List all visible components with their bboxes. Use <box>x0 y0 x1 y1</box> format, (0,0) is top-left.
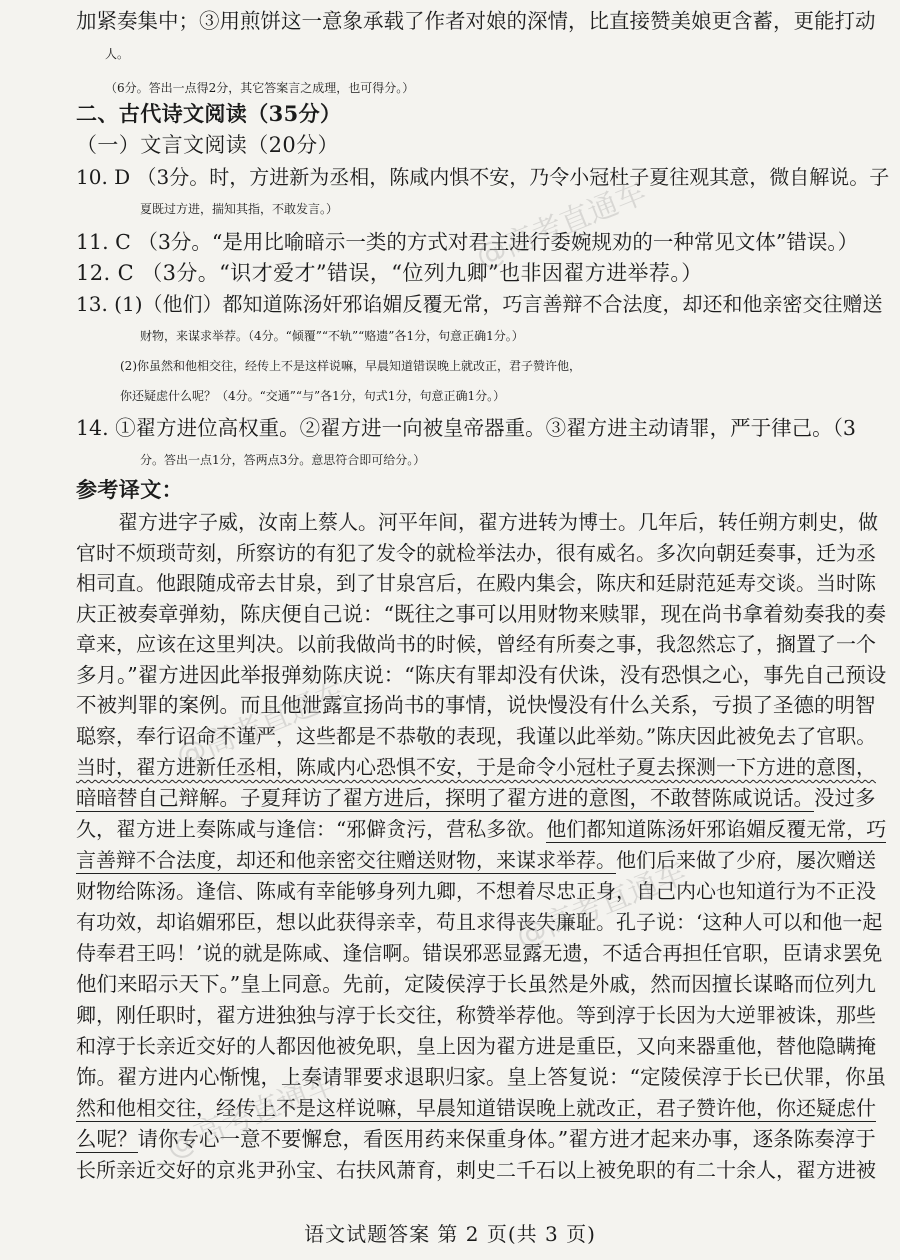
translation-line: 有功效，却谄媚邪臣，想以此获得亲幸，苟且求得丧失廉耻。孔子说：‘这种人可以和他一起 <box>76 910 883 934</box>
page-footer: 语文试题答案 第 2 页(共 3 页) <box>304 1222 596 1246</box>
answer-line: 加紧奏集中；③用煎饼这一意象承载了作者对娘的深情，比直接赞美娘更含蓄，更能打动 <box>76 9 876 33</box>
translation-line: 久，翟方进上奏陈咸与逢信：“邪僻贪污，营私多欲。他们都知道陈汤奸邪谄媚反覆无常，巧 <box>76 817 887 841</box>
question-14-answer: 14. ①翟方进位高权重。②翟方进一向被皇帝器重。③翟方进主动请罪，严于律己。（3 <box>76 416 856 440</box>
translation-line: 多月。”翟方进因此举报弹劾陈庆说：“陈庆有罪却没有伏诛，没有恐惧之心，事先自己预设 <box>76 663 887 687</box>
translation-line: 言善辩不合法度，却还和他亲密交往赠送财物，来谋求举荐。他们后来做了少府，屡次赠送 <box>76 848 876 872</box>
translation-line: 他们来昭示天下。”皇上同意。先前，定陵侯淳于长虽然是外戚，然而因擅长谋略而位列九 <box>76 972 876 996</box>
translation-line: 财物给陈汤。逢信、陈咸有幸能够身列九卿，不想着尽忠正身，自己内心也知道行为不正没 <box>76 879 876 903</box>
wavy-underlined-text: 当时，翟方进新任丞相，陈咸内心恐惧不安，于是命令小冠杜子夏去探测一下方进的意图， <box>76 755 876 779</box>
watermark: @高考直通车 <box>171 675 352 776</box>
subsection-heading: （一）文言文阅读（20分） <box>76 133 339 157</box>
translation-line: 章来，应该在这里判决。以前我做尚书的时候，曾经有所奏之事，我忽然忘了，搁置了一个 <box>76 632 876 656</box>
underlined-text: 然和他相交往，经传上不是这样说嘛，早晨知道错误晚上就改正，君子赞许他，你还疑虑什 <box>76 1096 876 1120</box>
translation-line <box>76 1093 876 1123</box>
question-11-answer: 11. C （3分。“是用比喻暗示一类的方式对君主进行委婉规劝的一种常见文体”错误。） <box>76 230 859 254</box>
translation-line: 聪察，奉行诏命不谨严，这些都是不恭敬的表现，我谨以此举劾。”陈庆因此被免去了官职。 <box>76 724 877 748</box>
underlined-text: 他们都知道陈汤奸邪谄媚反覆无常，巧 <box>546 817 887 841</box>
underlined-text: 么呢？ <box>76 1127 138 1151</box>
reference-translation-heading: 参考译文： <box>76 477 183 502</box>
question-10-answer-cont: 夏既过方进，揣知其指，不敢发言。） <box>140 202 339 216</box>
translation-line: 饰。翟方进内心惭愧，上奏请罪要求退职归家。皇上答复说：“定陵侯淳于长已伏罪，你虽 <box>76 1065 886 1089</box>
scoring-note: （6分。答出一点得2分，其它答案言之成理，也可得分。） <box>105 81 415 95</box>
translation-line: 翟方进字子威，汝南上蔡人。河平年间，翟方进转为博士。几年后，转任朔方刺史，做 <box>118 510 878 534</box>
translation-line: 庆正被奏章弹劾，陈庆便自己说：“既往之事可以用财物来赎罪，现在尚书拿着劾奏我的奏 <box>76 602 886 626</box>
question-13-2-answer: (2)你虽然和他相交往，经传上不是这样说嘛，早晨知道错误晚上就改正，君子赞许他， <box>120 359 582 373</box>
question-14-answer-cont: 分。答出一点1分，答两点3分。意思符合即可给分。） <box>140 453 426 467</box>
translation-line: 暗暗替自己辩解。子夏拜访了翟方进后，探明了翟方进的意图，不敢替陈咸说话。没过多 <box>76 786 876 810</box>
question-13-2-answer-cont: 你还疑虑什么呢？（4分。“交通”“与”各1分，句式1分，句意正确1分。） <box>120 389 506 403</box>
answer-line: 人。 <box>105 47 130 61</box>
translation-line: 么呢？请你专心一意不要懈怠，看医用药来保重身体。”翟方进才起来办事，逐条陈奏淳于 <box>76 1127 876 1151</box>
question-13-1-answer: 13. (1)（他们）都知道陈汤奸邪谄媚反覆无常，巧言善辩不合法度，却还和他亲密交往赠送 <box>76 292 883 316</box>
question-10-answer: 10. D （3分。时，方进新为丞相，陈咸内惧不安，乃令小冠杜子夏往观其意，微自解说。子 <box>76 165 890 189</box>
question-12-answer: 12. C （3分。“识才爱才”错误，“位列九卿”也非因翟方进举荐。） <box>76 261 703 285</box>
underlined-text: 言善辩不合法度，却还和他亲密交往赠送财物，来谋求举荐。 <box>76 848 616 872</box>
watermark: @高考直通车 <box>471 175 652 276</box>
translation-line-wavy <box>76 752 876 782</box>
watermark: @高考直通车 <box>511 855 692 956</box>
translation-line: 长所亲近交好的京兆尹孙宝、右扶风萧育，刺史二千石以上被免职的有二十余人，翟方进被 <box>76 1158 876 1182</box>
translation-line: 相司直。他跟随成帝去甘泉，到了甘泉宫后，在殿内集会，陈庆和廷尉范延寿交谈。当时陈 <box>76 571 876 595</box>
translation-line: 官时不烦琐苛刻，所察访的有犯了发令的就检举法办，很有威名。多次向朝廷奏事，迁为丞 <box>76 541 876 565</box>
underlined-text: 暗暗替自己辩解。子夏拜访了翟方进后，探明了翟方进的意图，不敢替陈咸说话。 <box>76 786 814 810</box>
watermark: @高考直通车 <box>161 1065 342 1166</box>
translation-line: 和淳于长亲近交好的人都因他被免职，皇上因为翟方进是重臣，又向来器重他，替他隐瞒掩 <box>76 1034 876 1058</box>
translation-line: 侍奉君王吗！’说的就是陈咸、逢信啊。错误邪恶显露无遗，不适合再担任官职，臣请求罢免 <box>76 941 883 965</box>
translation-line: 卿，刚任职时，翟方进独独与淳于长交往，称赞举荐他。等到淳于长因为大逆罪被诛，那些 <box>76 1003 876 1027</box>
question-13-1-answer-cont: 财物，来谋求举荐。（4分。“倾覆”“不轨”“赂遗”各1分，句意正确1分。） <box>140 329 524 343</box>
section-heading: 二、古代诗文阅读（35分） <box>76 101 342 126</box>
translation-line: 不被判罪的案例。而且他泄露宣扬尚书的事情，说快慢没有什么关系，亏损了圣德的明智 <box>76 693 876 717</box>
